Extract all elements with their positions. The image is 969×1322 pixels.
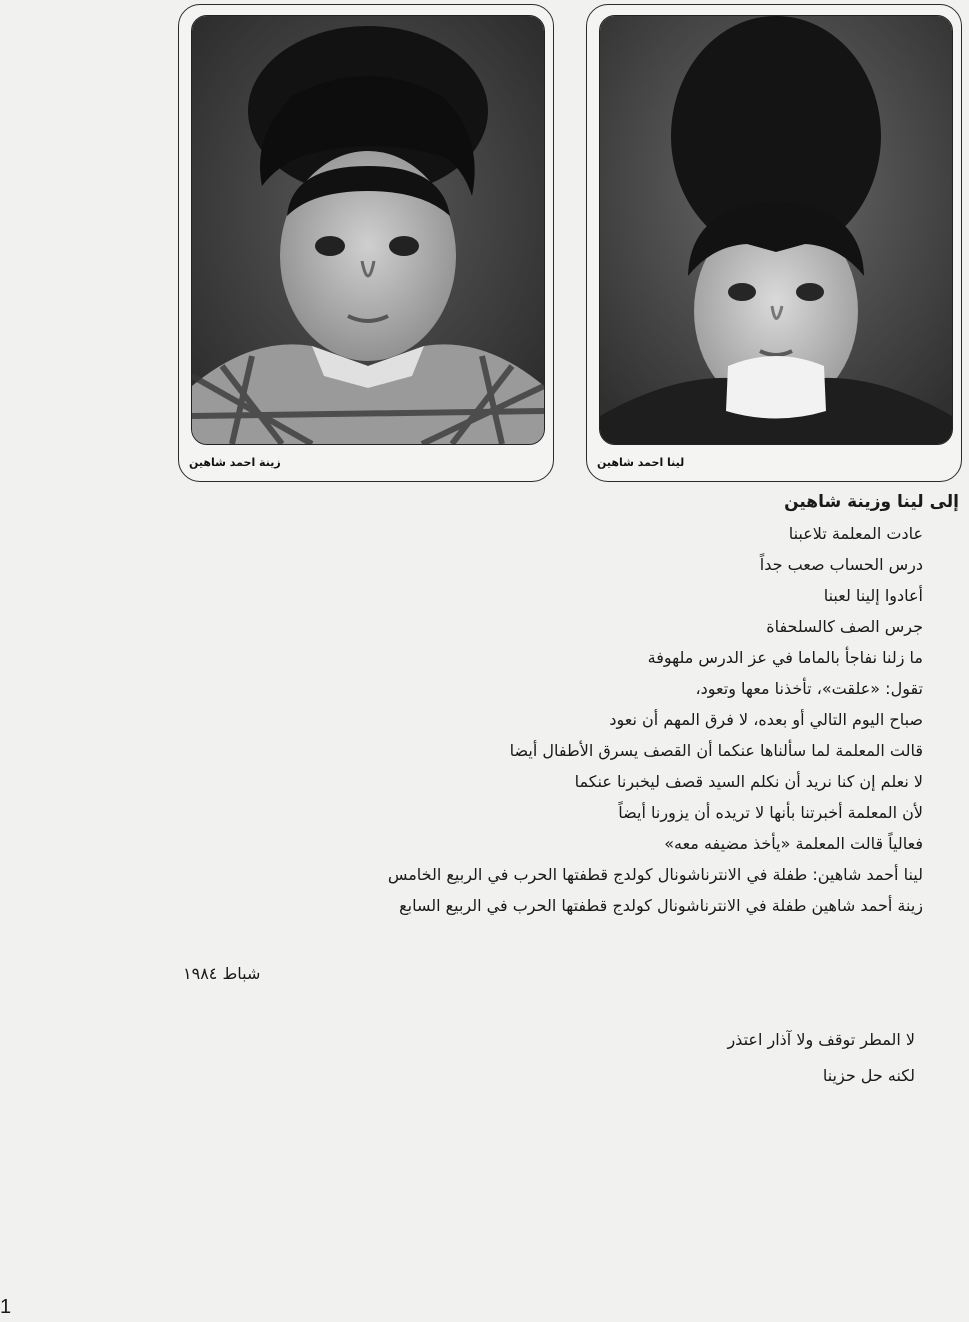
photo-caption-zeina: زينة احمد شاهين — [189, 456, 281, 469]
poem-line: درس الحساب صعب جداً — [759, 555, 923, 574]
poem-line: أعادوا إلينا لعبنا — [823, 586, 923, 605]
poem-line: ما زلنا نفاجأ بالماما في عز الدرس ملهوفة — [647, 648, 923, 667]
poem-title: إلى لينا وزينة شاهين — [784, 492, 959, 512]
poem-closing — [727, 1022, 915, 1094]
portrait-image-zeina — [192, 16, 544, 444]
poem-line: تقول: «علقت»، تأخذنا معها وتعود، — [695, 679, 923, 698]
poem-line: قالت المعلمة لما سألناها عنكما أن القصف يسرق الأطفال أيضا — [509, 741, 923, 760]
photo-card-lina — [586, 4, 962, 482]
page-number: 1 — [0, 1296, 12, 1318]
closing-line: لا المطر توقف ولا آذار اعتذر — [727, 1030, 915, 1049]
poem-line: زينة أحمد شاهين طفلة في الانترناشونال كولدج قطفتها الحرب في الربيع السابع — [399, 896, 923, 915]
photo-card-zeina — [178, 4, 554, 482]
portrait-photo-lina — [599, 15, 953, 445]
poem-line: جرس الصف كالسلحفاة — [766, 617, 923, 636]
photo-caption-lina: لينا احمد شاهين — [597, 456, 685, 469]
poem-line: صباح اليوم التالي أو بعده، لا فرق المهم أن نعود — [609, 710, 923, 729]
portrait-image-lina — [600, 16, 952, 444]
poem-line: فعالياً قالت المعلمة «يأخذ مضيفه معه» — [664, 834, 923, 853]
poem-line: لينا أحمد شاهين: طفلة في الانترناشونال كولدج قطفتها الحرب في الربيع الخامس — [387, 865, 923, 884]
poem-line: لا نعلم إن كنا نريد أن نكلم السيد قصف ليخبرنا عنكما — [574, 772, 923, 791]
poem-body — [223, 518, 923, 921]
closing-line: لكنه حل حزينا — [822, 1066, 915, 1085]
poem-line: عادت المعلمة تلاعبنا — [788, 524, 923, 543]
poem-date: شباط ١٩٨٤ — [183, 964, 261, 983]
poem-line: لأن المعلمة أخبرتنا بأنها لا تريده أن يزورنا أيضاً — [618, 803, 923, 822]
portrait-photo-zeina — [191, 15, 545, 445]
